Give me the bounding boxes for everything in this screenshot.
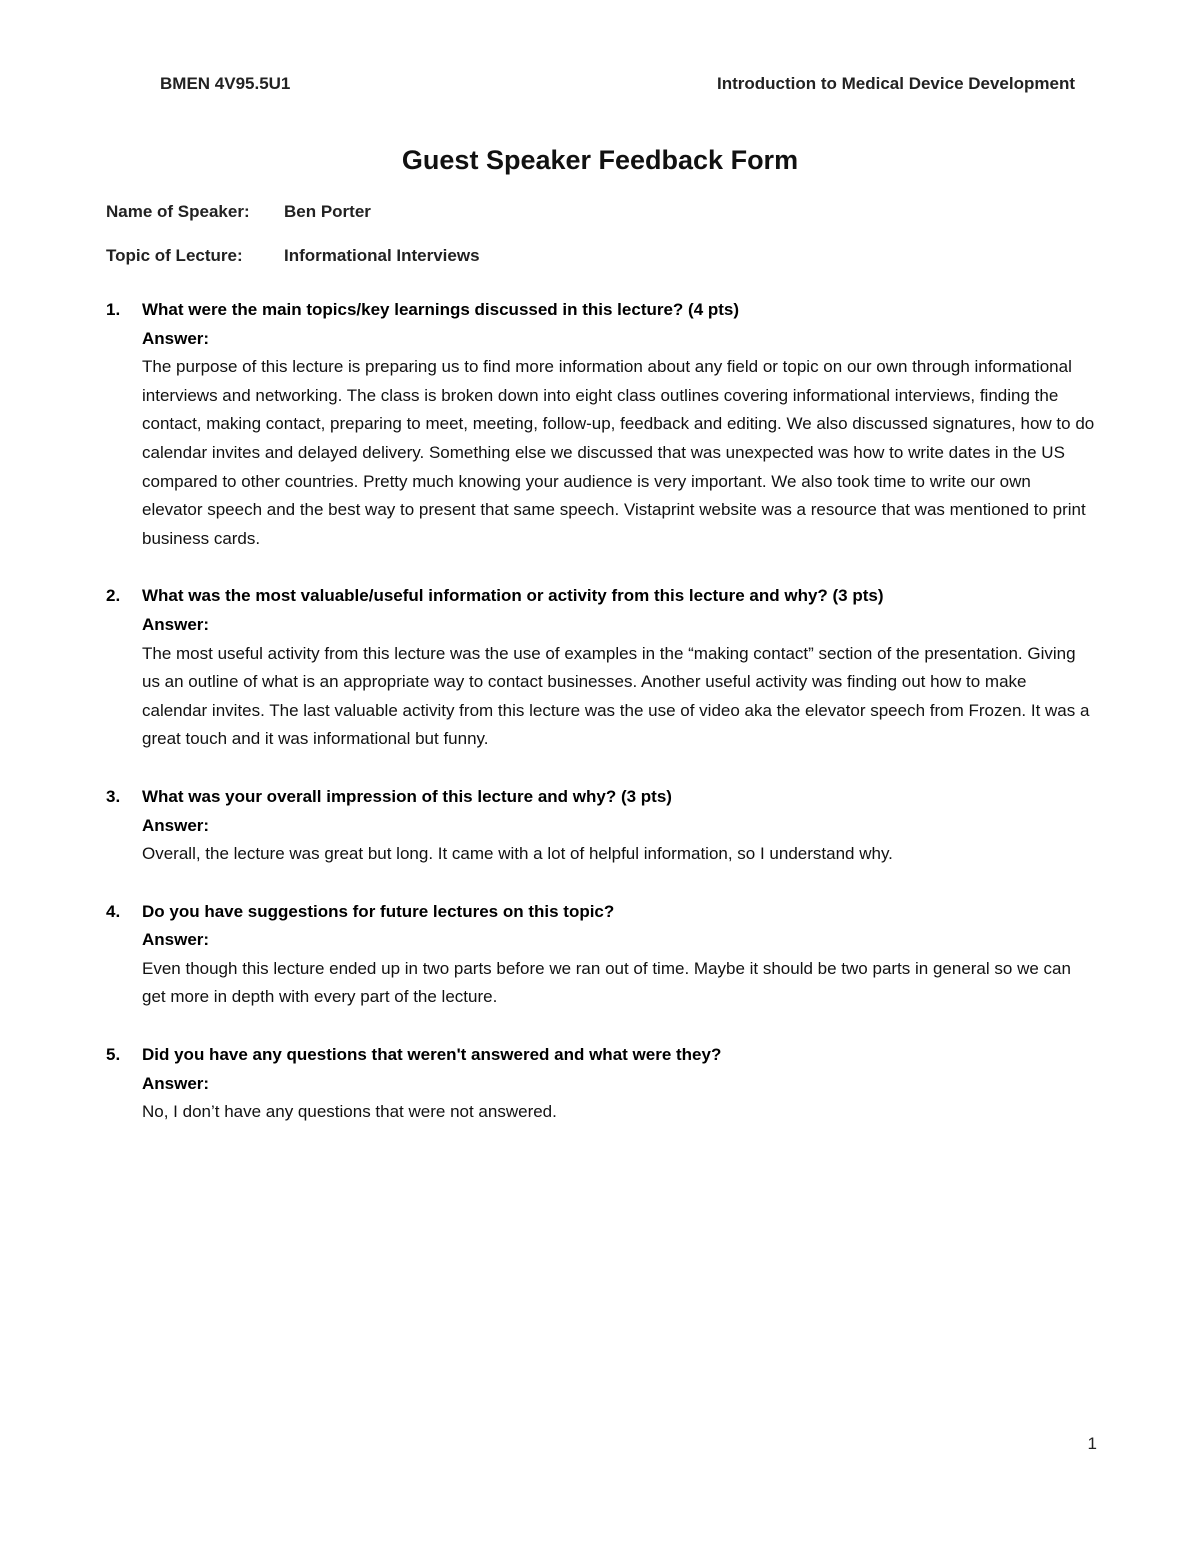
page-number: 1 (1087, 1434, 1097, 1453)
topic-label: Topic of Lecture: (106, 246, 243, 265)
question-item-1 (106, 296, 1096, 553)
question-number: 3. (106, 786, 121, 806)
answer-label: Answer: (142, 930, 210, 950)
question-number: 1. (106, 300, 121, 319)
topic-name: Informational Interviews (284, 246, 480, 265)
answer-text: The most useful activity from this lecture was the use of examples in the “making contact” section of the presentation. Giving us an outline of what is an appropriate way to contact businesses. Another useful activity was finding out how to make calendar invites. The last valuable activity from this lecture was the use of video aka the elevator speech from Frozen. It was a great touch and it was informational but funny. (142, 643, 1090, 749)
speaker-row (106, 202, 371, 222)
form-title: Guest Speaker Feedback Form (401, 145, 799, 175)
question-list (106, 296, 1096, 1156)
question-number: 5. (106, 1045, 121, 1065)
answer-label: Answer: (142, 614, 210, 634)
speaker-label: Name of Speaker: (106, 202, 250, 221)
course-title: Introduction to Medical Device Development (716, 74, 1075, 93)
topic-row (106, 246, 480, 266)
question-text: What was your overall impression of this lecture and why? (3 pts) (142, 786, 672, 806)
answer-label: Answer: (142, 328, 210, 348)
answer-text: Overall, the lecture was great but long. It came with a lot of helpful information, so I understand why. (142, 844, 893, 864)
answer-label: Answer: (142, 1073, 210, 1093)
question-text: What were the main topics/key learnings discussed in this lecture? (4 pts) (142, 300, 740, 319)
question-item-5 (106, 1041, 1096, 1127)
question-number: 4. (106, 901, 121, 921)
answer-text: The purpose of this lecture is preparing us to find more information about any field or topic on our own through informational interviews and networking. The class is broken down into eight class outlines covering informational interviews, finding the contact, making contact, preparing to meet, meeting, follow-up, feedback and editing. We also discussed signatures, how to do calendar invites and delayed delivery. Something else we discussed that was unexpected was how to write dates in the US compared to other countries. Pretty much knowing your audience is very important. We also took time to write our own elevator speech and the best way to present that same speech. Vistaprint website was a resource that was mentioned to print business cards. (142, 357, 1095, 548)
question-item-3 (106, 783, 1096, 869)
question-item-2 (106, 582, 1096, 754)
answer-label: Answer: (142, 815, 210, 835)
speaker-name: Ben Porter (284, 202, 371, 221)
question-text: Did you have any questions that weren't answered and what were they? (142, 1045, 722, 1065)
question-text: Do you have suggestions for future lectures on this topic? (142, 901, 615, 921)
question-text: What was the most valuable/useful information or activity from this lecture and why? (3 pts) (142, 586, 884, 606)
question-number: 2. (106, 586, 121, 606)
course-code: BMEN 4V95.5U1 (160, 74, 291, 93)
page-header (160, 74, 1075, 94)
answer-text: No, I don’t have any questions that were not answered. (142, 1102, 557, 1122)
question-item-4 (106, 898, 1096, 1012)
answer-text: Even though this lecture ended up in two parts before we ran out of time. Maybe it should be two parts in general so we can get more in depth with every part of the lecture. (142, 958, 1071, 1007)
